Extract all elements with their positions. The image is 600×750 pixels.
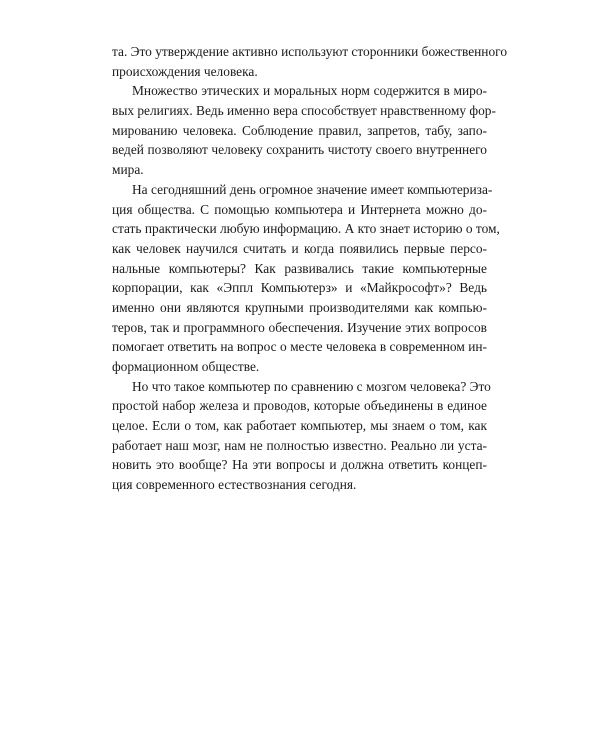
text-line: корпорации, как «Эппл Компьютерз» и «Майкрософт»? Ведь — [112, 280, 487, 296]
text-line: Множество этических и моральных норм содержится в миро- — [132, 83, 487, 99]
text-line: мира. — [112, 162, 144, 178]
body-text — [112, 42, 508, 495]
paragraph — [112, 81, 496, 179]
text-line: работает наш мозг, нам не полностью известно. Реально ли уста- — [112, 437, 487, 453]
paragraph — [112, 180, 500, 377]
text-line: ция общества. С помощью компьютера и Интернета можно до- — [112, 201, 487, 217]
text-line: именно они являются крупными производителями как компью- — [112, 299, 487, 315]
text-line: мированию человека. Соблюдение правил, запретов, табу, запо- — [112, 122, 487, 138]
paragraph — [112, 377, 491, 495]
text-line: новить это вообще? На эти вопросы и должна ответить концеп- — [112, 457, 487, 473]
text-line: вых религиях. Ведь именно вера способствует нравственному фор- — [112, 103, 496, 119]
text-line: нальные компьютеры? Как развивались такие компьютерные — [112, 260, 487, 276]
text-line: ция современного естествознания сегодня. — [112, 477, 357, 493]
text-line: целое. Если о том, как работает компьютер, мы знаем о том, как — [112, 418, 487, 434]
text-line: формационном обществе. — [112, 359, 260, 374]
text-line: происхождения человека. — [112, 63, 258, 79]
text-line: теров, так и программного обеспечения. Изучение этих вопросов — [112, 319, 487, 335]
text-line: На сегодняшний день огромное значение имеет компьютериза- — [132, 181, 493, 197]
text-line: как человек научился считать и когда появились первые персо- — [112, 240, 487, 256]
text-line: Но что такое компьютер по сравнению с мозгом человека? Это — [132, 378, 491, 394]
text-line: та. Это утверждение активно используют сторонники божественного — [112, 44, 508, 59]
text-line: ведей позволяют человеку сохранить чистоту своего внутреннего — [112, 142, 487, 158]
paragraph — [112, 42, 508, 81]
text-line: простой набор железа и проводов, которые объединены в единое — [112, 398, 487, 414]
text-line: стать практически любую информацию. А кто знает историю о том, — [112, 221, 500, 237]
text-line: помогает ответить на вопрос о месте человека в современном ин- — [112, 339, 487, 355]
